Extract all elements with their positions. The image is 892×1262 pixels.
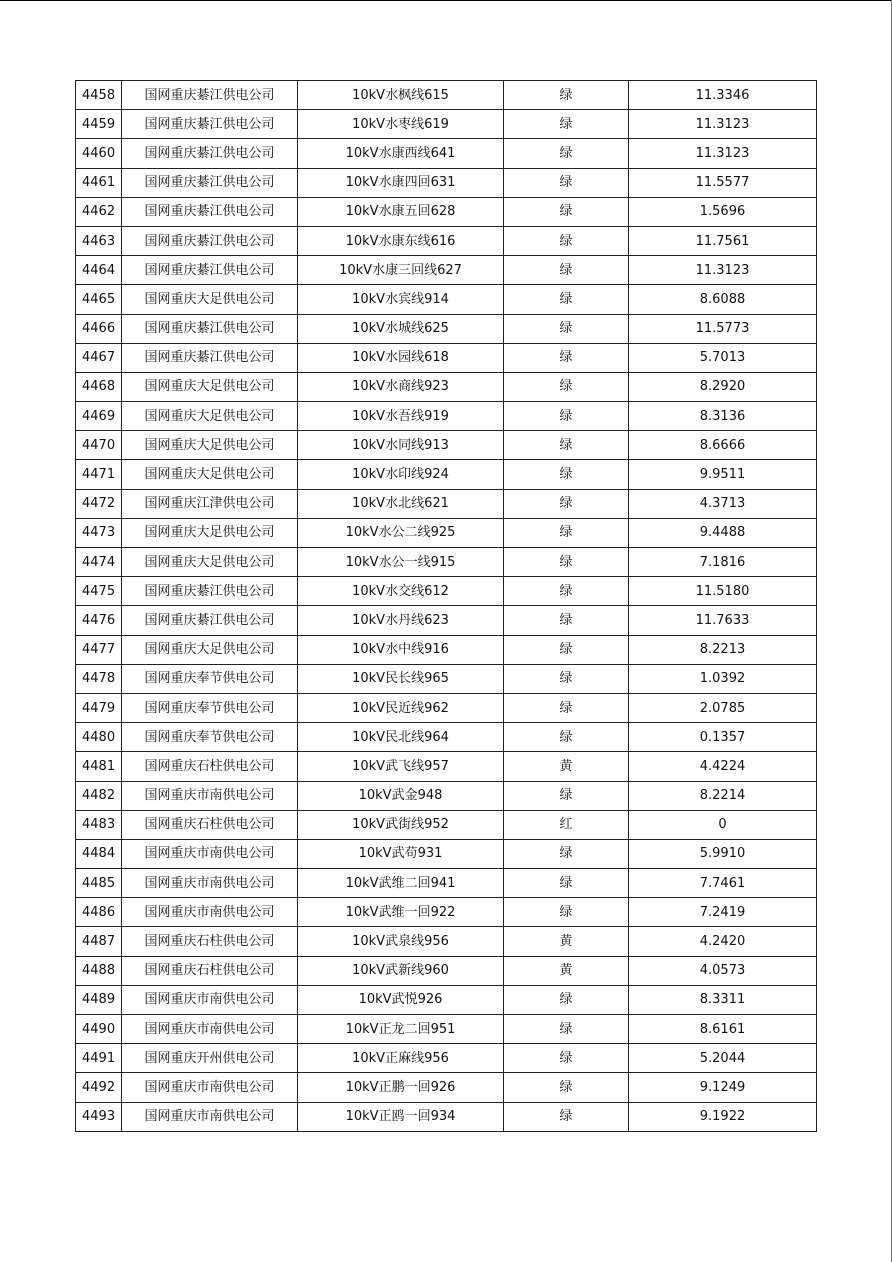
row-number-cell: 4477 [76, 635, 122, 664]
value-cell: 11.5773 [629, 314, 817, 343]
status-color-cell: 绿 [504, 723, 629, 752]
value-cell: 9.1249 [629, 1073, 817, 1102]
status-color-cell: 绿 [504, 110, 629, 139]
value-cell: 8.3136 [629, 402, 817, 431]
value-cell: 4.0573 [629, 956, 817, 985]
company-cell: 国网重庆綦江供电公司 [122, 343, 298, 372]
company-cell: 国网重庆市南供电公司 [122, 839, 298, 868]
line-name-cell: 10kV武街线952 [298, 810, 504, 839]
company-cell: 国网重庆綦江供电公司 [122, 256, 298, 285]
row-number-cell: 4490 [76, 1015, 122, 1044]
table-row [76, 548, 817, 577]
table-row [76, 898, 817, 927]
status-color-cell: 绿 [504, 343, 629, 372]
data-table [75, 80, 817, 1132]
status-color-cell: 绿 [504, 431, 629, 460]
company-cell: 国网重庆市南供电公司 [122, 1015, 298, 1044]
status-color-cell: 绿 [504, 81, 629, 110]
value-cell: 8.3311 [629, 985, 817, 1014]
value-cell: 9.1922 [629, 1102, 817, 1131]
status-color-cell: 绿 [504, 985, 629, 1014]
row-number-cell: 4476 [76, 606, 122, 635]
row-number-cell: 4461 [76, 168, 122, 197]
status-color-cell: 绿 [504, 489, 629, 518]
row-number-cell: 4481 [76, 752, 122, 781]
value-cell: 7.1816 [629, 548, 817, 577]
value-cell: 8.6161 [629, 1015, 817, 1044]
row-number-cell: 4459 [76, 110, 122, 139]
row-number-cell: 4467 [76, 343, 122, 372]
row-number-cell: 4491 [76, 1044, 122, 1073]
company-cell: 国网重庆奉节供电公司 [122, 664, 298, 693]
page-top-rule [0, 0, 892, 1]
table-row [76, 606, 817, 635]
row-number-cell: 4475 [76, 577, 122, 606]
status-color-cell: 绿 [504, 168, 629, 197]
company-cell: 国网重庆大足供电公司 [122, 635, 298, 664]
status-color-cell: 绿 [504, 1102, 629, 1131]
table-row [76, 723, 817, 752]
value-cell: 8.2920 [629, 372, 817, 401]
line-name-cell: 10kV武维二回941 [298, 869, 504, 898]
line-name-cell: 10kV水公一线915 [298, 548, 504, 577]
table-row [76, 635, 817, 664]
row-number-cell: 4488 [76, 956, 122, 985]
table-body [76, 81, 817, 1132]
row-number-cell: 4470 [76, 431, 122, 460]
company-cell: 国网重庆开州供电公司 [122, 1044, 298, 1073]
value-cell: 5.7013 [629, 343, 817, 372]
line-name-cell: 10kV水印线924 [298, 460, 504, 489]
value-cell: 1.5696 [629, 197, 817, 226]
status-color-cell: 绿 [504, 664, 629, 693]
company-cell: 国网重庆奉节供电公司 [122, 693, 298, 722]
line-name-cell: 10kV水丹线623 [298, 606, 504, 635]
row-number-cell: 4474 [76, 548, 122, 577]
value-cell: 2.0785 [629, 693, 817, 722]
row-number-cell: 4472 [76, 489, 122, 518]
company-cell: 国网重庆綦江供电公司 [122, 606, 298, 635]
value-cell: 8.6088 [629, 285, 817, 314]
line-name-cell: 10kV水交线612 [298, 577, 504, 606]
row-number-cell: 4473 [76, 518, 122, 547]
status-color-cell: 红 [504, 810, 629, 839]
line-name-cell: 10kV水同线913 [298, 431, 504, 460]
company-cell: 国网重庆綦江供电公司 [122, 110, 298, 139]
line-name-cell: 10kV水吾线919 [298, 402, 504, 431]
line-name-cell: 10kV正鸥一回934 [298, 1102, 504, 1131]
company-cell: 国网重庆綦江供电公司 [122, 81, 298, 110]
row-number-cell: 4462 [76, 197, 122, 226]
line-name-cell: 10kV水北线621 [298, 489, 504, 518]
line-name-cell: 10kV武新线960 [298, 956, 504, 985]
row-number-cell: 4483 [76, 810, 122, 839]
table-row [76, 168, 817, 197]
table-row [76, 985, 817, 1014]
line-name-cell: 10kV武泉线956 [298, 927, 504, 956]
value-cell: 8.2214 [629, 781, 817, 810]
value-cell: 11.7633 [629, 606, 817, 635]
row-number-cell: 4465 [76, 285, 122, 314]
company-cell: 国网重庆綦江供电公司 [122, 226, 298, 255]
line-name-cell: 10kV武维一回922 [298, 898, 504, 927]
value-cell: 4.4224 [629, 752, 817, 781]
company-cell: 国网重庆綦江供电公司 [122, 314, 298, 343]
status-color-cell: 绿 [504, 1015, 629, 1044]
table-row [76, 1102, 817, 1131]
company-cell: 国网重庆石柱供电公司 [122, 810, 298, 839]
status-color-cell: 绿 [504, 256, 629, 285]
value-cell: 0 [629, 810, 817, 839]
value-cell: 11.5577 [629, 168, 817, 197]
table-row [76, 1073, 817, 1102]
value-cell: 11.3123 [629, 256, 817, 285]
table-row [76, 664, 817, 693]
company-cell: 国网重庆市南供电公司 [122, 1073, 298, 1102]
company-cell: 国网重庆綦江供电公司 [122, 577, 298, 606]
table-row [76, 285, 817, 314]
status-color-cell: 黄 [504, 752, 629, 781]
line-name-cell: 10kV民近线962 [298, 693, 504, 722]
table-row [76, 314, 817, 343]
value-cell: 8.2213 [629, 635, 817, 664]
table-row [76, 489, 817, 518]
table-row [76, 256, 817, 285]
row-number-cell: 4466 [76, 314, 122, 343]
row-number-cell: 4460 [76, 139, 122, 168]
status-color-cell: 绿 [504, 285, 629, 314]
status-color-cell: 绿 [504, 518, 629, 547]
line-name-cell: 10kV水枣线619 [298, 110, 504, 139]
row-number-cell: 4482 [76, 781, 122, 810]
table-row [76, 518, 817, 547]
company-cell: 国网重庆市南供电公司 [122, 869, 298, 898]
table-row [76, 781, 817, 810]
row-number-cell: 4478 [76, 664, 122, 693]
line-name-cell: 10kV水园线618 [298, 343, 504, 372]
company-cell: 国网重庆綦江供电公司 [122, 139, 298, 168]
status-color-cell: 绿 [504, 693, 629, 722]
value-cell: 9.9511 [629, 460, 817, 489]
line-name-cell: 10kV武飞线957 [298, 752, 504, 781]
row-number-cell: 4484 [76, 839, 122, 868]
status-color-cell: 绿 [504, 314, 629, 343]
company-cell: 国网重庆綦江供电公司 [122, 168, 298, 197]
company-cell: 国网重庆石柱供电公司 [122, 752, 298, 781]
status-color-cell: 绿 [504, 635, 629, 664]
table-row [76, 693, 817, 722]
company-cell: 国网重庆大足供电公司 [122, 460, 298, 489]
company-cell: 国网重庆奉节供电公司 [122, 723, 298, 752]
company-cell: 国网重庆綦江供电公司 [122, 197, 298, 226]
line-name-cell: 10kV正鹏一回926 [298, 1073, 504, 1102]
status-color-cell: 绿 [504, 402, 629, 431]
table-row [76, 402, 817, 431]
value-cell: 11.7561 [629, 226, 817, 255]
line-name-cell: 10kV正麻线956 [298, 1044, 504, 1073]
row-number-cell: 4479 [76, 693, 122, 722]
value-cell: 7.2419 [629, 898, 817, 927]
table-row [76, 197, 817, 226]
status-color-cell: 绿 [504, 577, 629, 606]
value-cell: 7.7461 [629, 869, 817, 898]
table-row [76, 869, 817, 898]
line-name-cell: 10kV民长线965 [298, 664, 504, 693]
value-cell: 11.3123 [629, 110, 817, 139]
status-color-cell: 绿 [504, 460, 629, 489]
status-color-cell: 黄 [504, 956, 629, 985]
table-row [76, 460, 817, 489]
row-number-cell: 4489 [76, 985, 122, 1014]
table-row [76, 839, 817, 868]
status-color-cell: 绿 [504, 139, 629, 168]
value-cell: 1.0392 [629, 664, 817, 693]
status-color-cell: 绿 [504, 869, 629, 898]
line-name-cell: 10kV武苟931 [298, 839, 504, 868]
status-color-cell: 绿 [504, 372, 629, 401]
table-row [76, 577, 817, 606]
line-name-cell: 10kV水城线625 [298, 314, 504, 343]
company-cell: 国网重庆江津供电公司 [122, 489, 298, 518]
line-name-cell: 10kV水康东线616 [298, 226, 504, 255]
line-name-cell: 10kV武悦926 [298, 985, 504, 1014]
value-cell: 5.2044 [629, 1044, 817, 1073]
value-cell: 4.3713 [629, 489, 817, 518]
line-name-cell: 10kV水康三回线627 [298, 256, 504, 285]
company-cell: 国网重庆大足供电公司 [122, 548, 298, 577]
table-row [76, 810, 817, 839]
row-number-cell: 4463 [76, 226, 122, 255]
line-name-cell: 10kV正龙二回951 [298, 1015, 504, 1044]
value-cell: 0.1357 [629, 723, 817, 752]
value-cell: 4.2420 [629, 927, 817, 956]
table-row [76, 752, 817, 781]
company-cell: 国网重庆市南供电公司 [122, 898, 298, 927]
company-cell: 国网重庆石柱供电公司 [122, 956, 298, 985]
status-color-cell: 绿 [504, 197, 629, 226]
line-name-cell: 10kV水康四回631 [298, 168, 504, 197]
row-number-cell: 4468 [76, 372, 122, 401]
row-number-cell: 4469 [76, 402, 122, 431]
line-name-cell: 10kV水商线923 [298, 372, 504, 401]
company-cell: 国网重庆大足供电公司 [122, 402, 298, 431]
table-row [76, 1044, 817, 1073]
line-name-cell: 10kV水康西线641 [298, 139, 504, 168]
line-name-cell: 10kV民北线964 [298, 723, 504, 752]
line-name-cell: 10kV水宾线914 [298, 285, 504, 314]
table-row [76, 139, 817, 168]
status-color-cell: 绿 [504, 781, 629, 810]
row-number-cell: 4458 [76, 81, 122, 110]
value-cell: 11.5180 [629, 577, 817, 606]
status-color-cell: 黄 [504, 927, 629, 956]
line-name-cell: 10kV水公二线925 [298, 518, 504, 547]
value-cell: 9.4488 [629, 518, 817, 547]
table-row [76, 343, 817, 372]
status-color-cell: 绿 [504, 898, 629, 927]
value-cell: 8.6666 [629, 431, 817, 460]
company-cell: 国网重庆市南供电公司 [122, 781, 298, 810]
table-row [76, 226, 817, 255]
company-cell: 国网重庆大足供电公司 [122, 431, 298, 460]
company-cell: 国网重庆大足供电公司 [122, 285, 298, 314]
line-name-cell: 10kV水中线916 [298, 635, 504, 664]
table-row [76, 81, 817, 110]
line-name-cell: 10kV武金948 [298, 781, 504, 810]
row-number-cell: 4486 [76, 898, 122, 927]
company-cell: 国网重庆大足供电公司 [122, 518, 298, 547]
table-row [76, 956, 817, 985]
row-number-cell: 4464 [76, 256, 122, 285]
row-number-cell: 4471 [76, 460, 122, 489]
value-cell: 11.3346 [629, 81, 817, 110]
row-number-cell: 4485 [76, 869, 122, 898]
table-row [76, 927, 817, 956]
line-name-cell: 10kV水枫线615 [298, 81, 504, 110]
company-cell: 国网重庆大足供电公司 [122, 372, 298, 401]
company-cell: 国网重庆市南供电公司 [122, 985, 298, 1014]
value-cell: 11.3123 [629, 139, 817, 168]
row-number-cell: 4493 [76, 1102, 122, 1131]
table-row [76, 431, 817, 460]
table-row [76, 110, 817, 139]
company-cell: 国网重庆石柱供电公司 [122, 927, 298, 956]
table-row [76, 372, 817, 401]
row-number-cell: 4480 [76, 723, 122, 752]
status-color-cell: 绿 [504, 1044, 629, 1073]
status-color-cell: 绿 [504, 226, 629, 255]
line-name-cell: 10kV水康五回628 [298, 197, 504, 226]
company-cell: 国网重庆市南供电公司 [122, 1102, 298, 1131]
status-color-cell: 绿 [504, 1073, 629, 1102]
value-cell: 5.9910 [629, 839, 817, 868]
status-color-cell: 绿 [504, 839, 629, 868]
table-row [76, 1015, 817, 1044]
status-color-cell: 绿 [504, 606, 629, 635]
row-number-cell: 4487 [76, 927, 122, 956]
status-color-cell: 绿 [504, 548, 629, 577]
row-number-cell: 4492 [76, 1073, 122, 1102]
